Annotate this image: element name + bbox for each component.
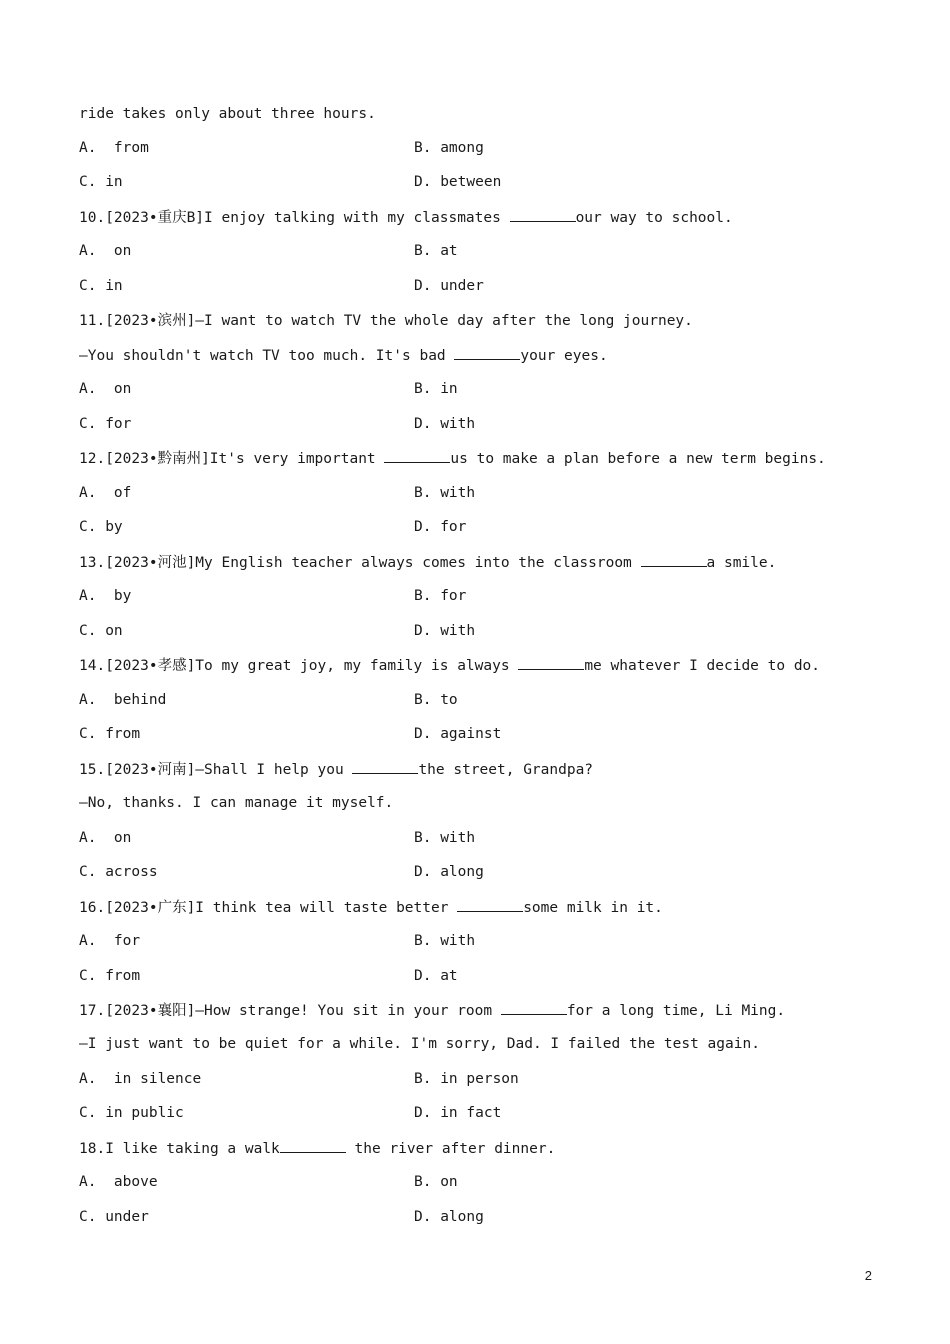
option-c: C. across xyxy=(79,864,158,880)
option-c: C. on xyxy=(79,623,123,639)
question-16-options-row-2 xyxy=(79,966,879,986)
answer-blank xyxy=(384,448,450,463)
question-9-tail: ride takes only about three hours. xyxy=(79,106,376,122)
question-11-options-row-2 xyxy=(79,414,879,434)
option-a: A. on xyxy=(79,243,132,259)
option-a: A. by xyxy=(79,588,132,604)
option-a: A. for xyxy=(79,933,141,949)
answer-blank xyxy=(518,655,584,670)
option-c: C. for xyxy=(79,416,132,432)
option-d: D. with xyxy=(414,623,476,639)
option-a: A. on xyxy=(79,381,132,397)
option-c: C. under xyxy=(79,1209,149,1225)
question-15-stem: 15.[2023•河南]—Shall I help you the street, Grandpa? xyxy=(79,759,910,780)
option-a: A. above xyxy=(79,1174,158,1190)
answer-blank xyxy=(501,1000,567,1015)
answer-blank xyxy=(510,207,576,222)
question-16-options-row-1 xyxy=(79,931,879,951)
option-c: C. in xyxy=(79,174,123,190)
option-b: B. on xyxy=(414,1174,458,1190)
question-17-stem: 17.[2023•襄阳]—How strange! You sit in your room for a long time, Li Ming. xyxy=(79,1000,910,1021)
question-16-stem: 16.[2023•广东]I think tea will taste better some milk in it. xyxy=(79,897,910,918)
question-9-options-row-2 xyxy=(79,172,879,192)
option-c: C. in public xyxy=(79,1105,184,1121)
option-d: D. for xyxy=(414,519,467,535)
question-15-stem-line-2: —No, thanks. I can manage it myself. xyxy=(79,795,394,811)
option-c: C. by xyxy=(79,519,123,535)
answer-blank xyxy=(280,1138,346,1153)
question-10-options-row-2 xyxy=(79,276,879,296)
answer-blank xyxy=(352,759,418,774)
question-12-stem: 12.[2023•黔南州]It's very important us to make a plan before a new term begins. xyxy=(79,448,910,469)
option-a: A. of xyxy=(79,485,132,501)
option-d: D. in fact xyxy=(414,1105,502,1121)
question-13-options-row-1 xyxy=(79,586,879,606)
question-17-stem-line-2: —I just want to be quiet for a while. I'm sorry, Dad. I failed the test again. xyxy=(79,1036,760,1052)
answer-blank xyxy=(457,897,523,912)
option-d: D. between xyxy=(414,174,502,190)
question-13-stem: 13.[2023•河池]My English teacher always comes into the classroom a smile. xyxy=(79,552,910,573)
option-c: C. from xyxy=(79,968,141,984)
question-17-options-row-1 xyxy=(79,1069,879,1089)
option-b: B. with xyxy=(414,933,476,949)
option-d: D. at xyxy=(414,968,458,984)
option-b: B. in person xyxy=(414,1071,519,1087)
answer-blank xyxy=(454,345,520,360)
option-b: B. among xyxy=(414,140,484,156)
option-a: A. from xyxy=(79,140,149,156)
option-b: B. at xyxy=(414,243,458,259)
question-18-options-row-2 xyxy=(79,1207,879,1227)
page-number: 2 xyxy=(864,1268,872,1283)
question-18-stem: 18.I like taking a walk the river after dinner. xyxy=(79,1138,910,1159)
question-13-options-row-2 xyxy=(79,621,879,641)
question-18-options-row-1 xyxy=(79,1172,879,1192)
question-11-options-row-1 xyxy=(79,379,879,399)
option-b: B. with xyxy=(414,830,476,846)
question-9-options-row-1 xyxy=(79,138,879,158)
option-b: B. to xyxy=(414,692,458,708)
question-10-stem: 10.[2023•重庆B]I enjoy talking with my classmates our way to school. xyxy=(79,207,910,228)
option-b: B. with xyxy=(414,485,476,501)
question-14-options-row-1 xyxy=(79,690,879,710)
option-d: D. under xyxy=(414,278,484,294)
option-b: B. for xyxy=(414,588,467,604)
option-b: B. in xyxy=(414,381,458,397)
question-14-options-row-2 xyxy=(79,724,879,744)
question-17-options-row-2 xyxy=(79,1103,879,1123)
question-10-options-row-1 xyxy=(79,241,879,261)
question-15-options-row-2 xyxy=(79,862,879,882)
option-a: A. on xyxy=(79,830,132,846)
option-c: C. from xyxy=(79,726,141,742)
answer-blank xyxy=(641,552,707,567)
option-a: A. behind xyxy=(79,692,167,708)
option-d: D. along xyxy=(414,1209,484,1225)
option-d: D. along xyxy=(414,864,484,880)
option-d: D. against xyxy=(414,726,502,742)
option-a: A. in silence xyxy=(79,1071,202,1087)
question-12-options-row-2 xyxy=(79,517,879,537)
question-12-options-row-1 xyxy=(79,483,879,503)
option-c: C. in xyxy=(79,278,123,294)
question-11-stem: 11.[2023•滨州]—I want to watch TV the whole day after the long journey. xyxy=(79,313,693,329)
option-d: D. with xyxy=(414,416,476,432)
question-14-stem: 14.[2023•孝感]To my great joy, my family is always me whatever I decide to do. xyxy=(79,655,910,676)
question-15-options-row-1 xyxy=(79,828,879,848)
question-11-stem-line-2: —You shouldn't watch TV too much. It's bad your eyes. xyxy=(79,345,910,366)
